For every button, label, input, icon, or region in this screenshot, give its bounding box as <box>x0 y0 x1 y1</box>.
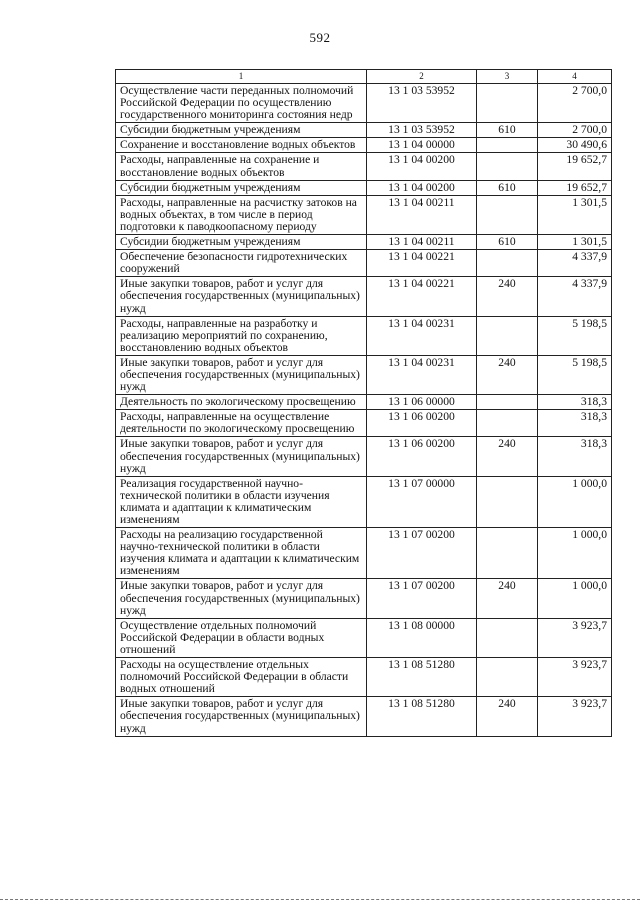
table-row <box>116 437 612 476</box>
cell-type <box>477 528 538 579</box>
cell-amount: 3 923,7 <box>538 697 612 736</box>
table-row <box>116 195 612 234</box>
cell-code: 13 1 06 00200 <box>367 410 477 437</box>
table-row <box>116 250 612 277</box>
page-edge-line <box>0 899 640 900</box>
cell-code: 13 1 07 00200 <box>367 579 477 618</box>
cell-name: Субсидии бюджетным учреждениям <box>116 235 367 250</box>
cell-code: 13 1 04 00221 <box>367 277 477 316</box>
cell-code: 13 1 04 00221 <box>367 250 477 277</box>
cell-amount: 318,3 <box>538 437 612 476</box>
cell-code: 13 1 03 53952 <box>367 123 477 138</box>
cell-type: 240 <box>477 277 538 316</box>
cell-name: Иные закупки товаров, работ и услуг для обеспечения государственных (муниципальных) нужд <box>116 277 367 316</box>
table-row <box>116 579 612 618</box>
cell-name: Осуществление части переданных полномочий Российской Федерации по осуществлению государственного мониторинга состояния недр <box>116 84 367 123</box>
cell-code: 13 1 07 00200 <box>367 528 477 579</box>
cell-type <box>477 658 538 697</box>
cell-amount: 1 301,5 <box>538 235 612 250</box>
cell-name: Осуществление отдельных полномочий Российской Федерации в области водных отношений <box>116 618 367 657</box>
cell-amount: 30 490,6 <box>538 138 612 153</box>
cell-amount: 3 923,7 <box>538 618 612 657</box>
column-header-type: 3 <box>477 70 538 84</box>
column-header-amount: 4 <box>538 70 612 84</box>
cell-amount: 3 923,7 <box>538 658 612 697</box>
cell-type <box>477 476 538 527</box>
cell-amount: 4 337,9 <box>538 250 612 277</box>
cell-amount: 1 000,0 <box>538 528 612 579</box>
table-body <box>116 84 612 737</box>
cell-name: Субсидии бюджетным учреждениям <box>116 123 367 138</box>
cell-amount: 19 652,7 <box>538 180 612 195</box>
table-row <box>116 395 612 410</box>
table-row <box>116 528 612 579</box>
cell-code: 13 1 08 00000 <box>367 618 477 657</box>
cell-name: Расходы, направленные на разработку и реализацию мероприятий по сохранению, восстановлению водных объектов <box>116 316 367 355</box>
table-row <box>116 476 612 527</box>
table-row <box>116 410 612 437</box>
cell-type <box>477 138 538 153</box>
cell-type <box>477 84 538 123</box>
cell-amount: 2 700,0 <box>538 123 612 138</box>
table-row <box>116 180 612 195</box>
cell-type: 610 <box>477 235 538 250</box>
cell-name: Обеспечение безопасности гидротехнических сооружений <box>116 250 367 277</box>
cell-code: 13 1 04 00231 <box>367 316 477 355</box>
table-row <box>116 277 612 316</box>
cell-name: Расходы на реализацию государственной научно-технической политики в области изучения климата и адаптации к климатическим изменениям <box>116 528 367 579</box>
cell-name: Иные закупки товаров, работ и услуг для обеспечения государственных (муниципальных) нужд <box>116 697 367 736</box>
cell-name: Расходы, направленные на осуществление деятельности по экологическому просвещению <box>116 410 367 437</box>
cell-code: 13 1 03 53952 <box>367 84 477 123</box>
cell-code: 13 1 08 51280 <box>367 697 477 736</box>
table-header-row <box>116 70 612 84</box>
cell-name: Иные закупки товаров, работ и услуг для обеспечения государственных (муниципальных) нужд <box>116 355 367 394</box>
cell-amount: 4 337,9 <box>538 277 612 316</box>
cell-amount: 1 000,0 <box>538 476 612 527</box>
cell-amount: 318,3 <box>538 410 612 437</box>
cell-type <box>477 250 538 277</box>
cell-code: 13 1 04 00211 <box>367 235 477 250</box>
cell-type <box>477 316 538 355</box>
cell-amount: 5 198,5 <box>538 355 612 394</box>
table-row <box>116 697 612 736</box>
table-row <box>116 153 612 180</box>
cell-name: Реализация государственной научно-технической политики в области изучения климата и адаптации к климатическим изменениям <box>116 476 367 527</box>
table-row <box>116 618 612 657</box>
cell-amount: 1 000,0 <box>538 579 612 618</box>
table-row <box>116 138 612 153</box>
cell-name: Расходы на осуществление отдельных полномочий Российской Федерации в области водных отношений <box>116 658 367 697</box>
cell-type <box>477 195 538 234</box>
cell-code: 13 1 04 00200 <box>367 180 477 195</box>
cell-name: Сохранение и восстановление водных объектов <box>116 138 367 153</box>
column-header-code: 2 <box>367 70 477 84</box>
cell-type <box>477 410 538 437</box>
cell-amount: 2 700,0 <box>538 84 612 123</box>
cell-name: Иные закупки товаров, работ и услуг для обеспечения государственных (муниципальных) нужд <box>116 437 367 476</box>
cell-code: 13 1 08 51280 <box>367 658 477 697</box>
column-header-name: 1 <box>116 70 367 84</box>
cell-amount: 5 198,5 <box>538 316 612 355</box>
cell-name: Расходы, направленные на расчистку затоков на водных объектах, в том числе в период подготовки к паводкоопасному периоду <box>116 195 367 234</box>
cell-type: 240 <box>477 437 538 476</box>
table-row <box>116 355 612 394</box>
page-number: 592 <box>309 30 331 45</box>
cell-type <box>477 395 538 410</box>
table-row <box>116 316 612 355</box>
cell-name: Деятельность по экологическому просвещению <box>116 395 367 410</box>
cell-code: 13 1 04 00000 <box>367 138 477 153</box>
cell-type <box>477 618 538 657</box>
cell-amount: 318,3 <box>538 395 612 410</box>
cell-amount: 19 652,7 <box>538 153 612 180</box>
cell-code: 13 1 06 00200 <box>367 437 477 476</box>
table-row <box>116 658 612 697</box>
cell-type <box>477 153 538 180</box>
cell-type: 610 <box>477 180 538 195</box>
cell-name: Субсидии бюджетным учреждениям <box>116 180 367 195</box>
cell-name: Расходы, направленные на сохранение и восстановление водных объектов <box>116 153 367 180</box>
cell-code: 13 1 04 00231 <box>367 355 477 394</box>
table-row <box>116 84 612 123</box>
cell-amount: 1 301,5 <box>538 195 612 234</box>
cell-code: 13 1 06 00000 <box>367 395 477 410</box>
table-row <box>116 235 612 250</box>
cell-name: Иные закупки товаров, работ и услуг для обеспечения государственных (муниципальных) нужд <box>116 579 367 618</box>
cell-code: 13 1 07 00000 <box>367 476 477 527</box>
table-row <box>116 123 612 138</box>
cell-type: 240 <box>477 355 538 394</box>
cell-type: 610 <box>477 123 538 138</box>
budget-table <box>115 69 612 737</box>
cell-type: 240 <box>477 579 538 618</box>
cell-code: 13 1 04 00211 <box>367 195 477 234</box>
cell-type: 240 <box>477 697 538 736</box>
cell-code: 13 1 04 00200 <box>367 153 477 180</box>
